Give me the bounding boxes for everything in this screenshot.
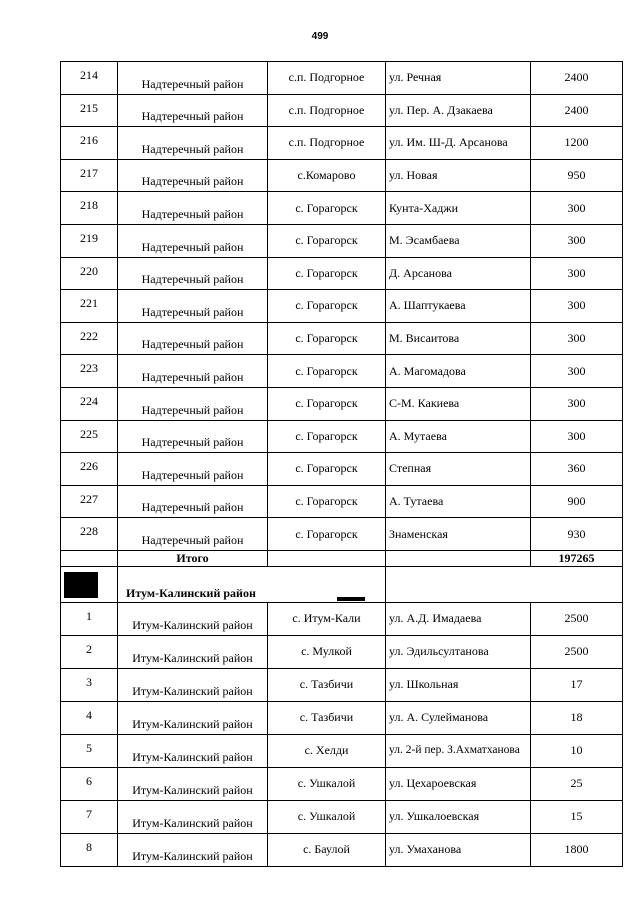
district-cell: Надтеречный район <box>118 127 268 160</box>
row-number-cell: 226 <box>61 453 118 486</box>
row-number-cell: 6 <box>61 767 118 800</box>
table-row <box>61 453 623 486</box>
value-cell: 15 <box>531 800 623 833</box>
table-row <box>61 224 623 257</box>
section-title: Итум-Калинский район <box>118 566 386 602</box>
settlement-cell: с. Мулкой <box>268 635 386 668</box>
table-row <box>61 767 623 800</box>
settlement-cell: с. Горагорск <box>268 518 386 551</box>
district-cell: Надтеречный район <box>118 62 268 95</box>
street-cell: ул. Школьная <box>386 668 531 701</box>
row-number-cell: 222 <box>61 322 118 355</box>
settlement-cell: с. Горагорск <box>268 290 386 323</box>
table-row <box>61 734 623 767</box>
district-cell: Итум-Калинский район <box>118 668 268 701</box>
table-row <box>61 668 623 701</box>
district-cell: Надтеречный район <box>118 224 268 257</box>
value-cell: 25 <box>531 767 623 800</box>
value-cell: 300 <box>531 355 623 388</box>
redaction-mark <box>64 572 98 598</box>
district-cell: Итум-Калинский район <box>118 767 268 800</box>
street-cell: ул. Ушкалоевская <box>386 800 531 833</box>
settlement-cell: с.Комарово <box>268 159 386 192</box>
value-cell: 300 <box>531 420 623 453</box>
table-row <box>61 62 623 95</box>
value-cell: 300 <box>531 224 623 257</box>
section-empty-cell <box>531 566 623 602</box>
district-cell: Надтеречный район <box>118 192 268 225</box>
district-cell: Надтеречный район <box>118 387 268 420</box>
table-body-top <box>61 62 623 551</box>
value-cell: 300 <box>531 387 623 420</box>
total-value: 197265 <box>531 550 623 566</box>
street-cell: С-М. Какиева <box>386 387 531 420</box>
table-body-total <box>61 550 623 602</box>
value-cell: 950 <box>531 159 623 192</box>
district-cell: Надтеречный район <box>118 257 268 290</box>
street-cell: ул. А. Сулейманова <box>386 701 531 734</box>
value-cell: 300 <box>531 257 623 290</box>
street-cell: ул. Им. Ш-Д. Арсанова <box>386 127 531 160</box>
value-cell: 2400 <box>531 62 623 95</box>
table-body-bottom <box>61 602 623 866</box>
row-number-cell: 225 <box>61 420 118 453</box>
table-row <box>61 602 623 635</box>
table-row <box>61 635 623 668</box>
row-number-cell: 5 <box>61 734 118 767</box>
settlement-cell: с.п. Подгорное <box>268 127 386 160</box>
street-cell: Степная <box>386 453 531 486</box>
total-empty-cell <box>61 550 118 566</box>
row-number-cell: 218 <box>61 192 118 225</box>
value-cell: 900 <box>531 485 623 518</box>
settlement-cell: с. Горагорск <box>268 420 386 453</box>
settlement-cell: с. Горагорск <box>268 453 386 486</box>
settlement-cell: с. Горагорск <box>268 322 386 355</box>
settlement-cell: с. Горагорск <box>268 355 386 388</box>
table-row <box>61 701 623 734</box>
district-cell: Надтеречный район <box>118 290 268 323</box>
value-cell: 10 <box>531 734 623 767</box>
value-cell: 300 <box>531 322 623 355</box>
value-cell: 300 <box>531 192 623 225</box>
settlement-cell: с.п. Подгорное <box>268 94 386 127</box>
table-row <box>61 355 623 388</box>
row-number-cell: 224 <box>61 387 118 420</box>
settlement-cell: с. Горагорск <box>268 224 386 257</box>
street-cell: ул. Цехароевская <box>386 767 531 800</box>
value-cell: 2500 <box>531 635 623 668</box>
district-cell: Надтеречный район <box>118 159 268 192</box>
district-cell: Итум-Калинский район <box>118 734 268 767</box>
settlement-cell: с. Горагорск <box>268 485 386 518</box>
row-number-cell: 223 <box>61 355 118 388</box>
settlement-cell: с. Горагорск <box>268 192 386 225</box>
district-cell: Итум-Калинский район <box>118 602 268 635</box>
value-cell: 1200 <box>531 127 623 160</box>
settlement-cell: с. Хелди <box>268 734 386 767</box>
table-row <box>61 800 623 833</box>
row-number-cell: 219 <box>61 224 118 257</box>
value-cell: 17 <box>531 668 623 701</box>
settlement-cell: с. Ушкалой <box>268 767 386 800</box>
table-row <box>61 290 623 323</box>
table-row <box>61 127 623 160</box>
row-number-cell: 217 <box>61 159 118 192</box>
street-cell: А. Мутаева <box>386 420 531 453</box>
row-number-cell: 8 <box>61 833 118 866</box>
value-cell: 300 <box>531 290 623 323</box>
redaction-mark <box>337 597 365 601</box>
district-cell: Итум-Калинский район <box>118 701 268 734</box>
total-label: Итого <box>118 550 268 566</box>
table-row <box>61 192 623 225</box>
total-row <box>61 550 623 566</box>
table-row <box>61 159 623 192</box>
row-number-cell: 221 <box>61 290 118 323</box>
settlement-cell: с. Баулой <box>268 833 386 866</box>
row-number-cell: 228 <box>61 518 118 551</box>
district-cell: Итум-Калинский район <box>118 833 268 866</box>
settlement-cell: с. Тазбичи <box>268 668 386 701</box>
row-number-cell: 220 <box>61 257 118 290</box>
settlement-cell: с. Ушкалой <box>268 800 386 833</box>
district-cell: Надтеречный район <box>118 518 268 551</box>
row-number-cell: 3 <box>61 668 118 701</box>
table-row <box>61 485 623 518</box>
street-cell: Знаменская <box>386 518 531 551</box>
table-row <box>61 387 623 420</box>
street-cell: М. Эсамбаева <box>386 224 531 257</box>
table-row <box>61 420 623 453</box>
value-cell: 2500 <box>531 602 623 635</box>
street-cell: М. Висаитова <box>386 322 531 355</box>
settlement-cell: с.п. Подгорное <box>268 62 386 95</box>
settlement-cell: с. Горагорск <box>268 257 386 290</box>
table-row <box>61 833 623 866</box>
row-number-cell: 216 <box>61 127 118 160</box>
total-empty-cell <box>386 550 531 566</box>
value-cell: 18 <box>531 701 623 734</box>
data-table <box>60 61 623 867</box>
district-cell: Надтеречный район <box>118 355 268 388</box>
street-cell: А. Тутаева <box>386 485 531 518</box>
page-number: 499 <box>311 31 329 42</box>
value-cell: 2400 <box>531 94 623 127</box>
street-cell: Д. Арсанова <box>386 257 531 290</box>
district-cell: Надтеречный район <box>118 94 268 127</box>
table-row <box>61 322 623 355</box>
row-number-cell: 214 <box>61 62 118 95</box>
street-cell: А. Шаптукаева <box>386 290 531 323</box>
row-number-cell: 1 <box>61 602 118 635</box>
table-row <box>61 518 623 551</box>
row-number-cell: 215 <box>61 94 118 127</box>
row-number-cell: 4 <box>61 701 118 734</box>
street-cell: ул. Новая <box>386 159 531 192</box>
street-cell: ул. Речная <box>386 62 531 95</box>
row-number-cell: 227 <box>61 485 118 518</box>
settlement-cell: с. Тазбичи <box>268 701 386 734</box>
street-cell: ул. А.Д. Имадаева <box>386 602 531 635</box>
row-number-cell: 7 <box>61 800 118 833</box>
street-cell: ул. 2-й пер. З.Ахматханова <box>386 734 531 767</box>
settlement-cell: с. Горагорск <box>268 387 386 420</box>
district-cell: Надтеречный район <box>118 420 268 453</box>
value-cell: 930 <box>531 518 623 551</box>
row-number-cell: 2 <box>61 635 118 668</box>
table-row <box>61 257 623 290</box>
district-cell: Итум-Калинский район <box>118 635 268 668</box>
table-row <box>61 94 623 127</box>
settlement-cell: с. Итум-Кали <box>268 602 386 635</box>
street-cell: Кунта-Хаджи <box>386 192 531 225</box>
value-cell: 1800 <box>531 833 623 866</box>
district-cell: Надтеречный район <box>118 453 268 486</box>
district-cell: Надтеречный район <box>118 485 268 518</box>
section-empty-cell <box>386 566 531 602</box>
total-empty-cell <box>268 550 386 566</box>
street-cell: ул. Умаханова <box>386 833 531 866</box>
district-cell: Надтеречный район <box>118 322 268 355</box>
street-cell: ул. Эдильсултанова <box>386 635 531 668</box>
street-cell: ул. Пер. А. Дзакаева <box>386 94 531 127</box>
district-cell: Итум-Калинский район <box>118 800 268 833</box>
value-cell: 360 <box>531 453 623 486</box>
street-cell: А. Магомадова <box>386 355 531 388</box>
